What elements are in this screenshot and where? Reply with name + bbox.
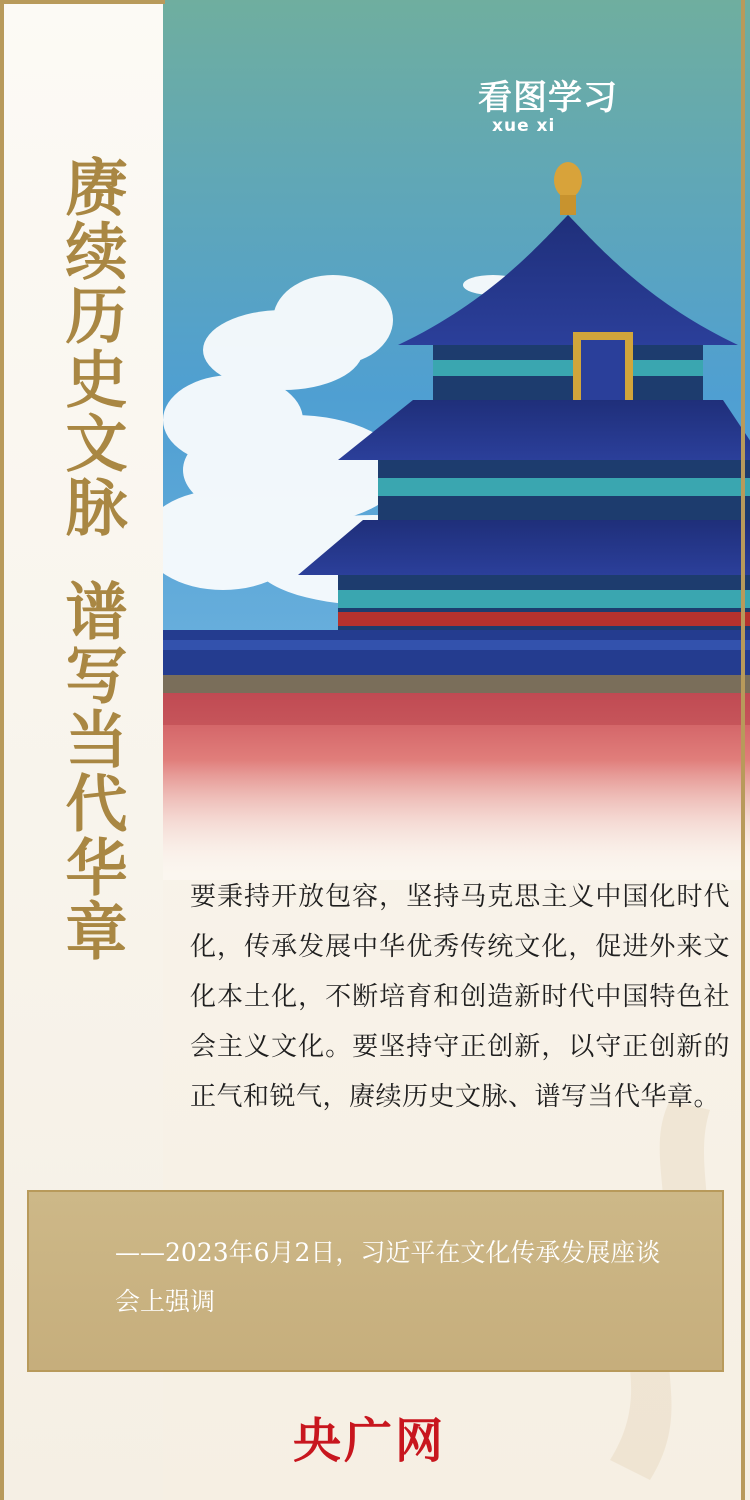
- source-attribution: ——2023年6月2日，习近平在文化传承发展座谈会上强调: [115, 1238, 661, 1316]
- logo-sub-text: xue xi: [492, 116, 556, 136]
- vertical-title: [55, 155, 127, 963]
- brand-logo-cnr: 央广网: [293, 1413, 447, 1469]
- source-box: [27, 1190, 724, 1372]
- title-line-1: 赓续历史文脉: [55, 155, 128, 539]
- kantu-xuexi-logo: [478, 40, 728, 150]
- gold-top-rule: [0, 0, 165, 4]
- quote-paragraph: 要秉持开放包容，坚持马克思主义中国化时代化，传承发展中华优秀传统文化，促进外来文化本土化，不断培育和创造新时代中国特色社会主义文化。要坚持守正创新，以守正创新的正气和锐气，赓续历史文脉、谱写当代华章。: [190, 882, 730, 1112]
- title-line-2: 谱写当代华章: [55, 579, 128, 963]
- logo-main-text: 看图学习: [478, 78, 618, 118]
